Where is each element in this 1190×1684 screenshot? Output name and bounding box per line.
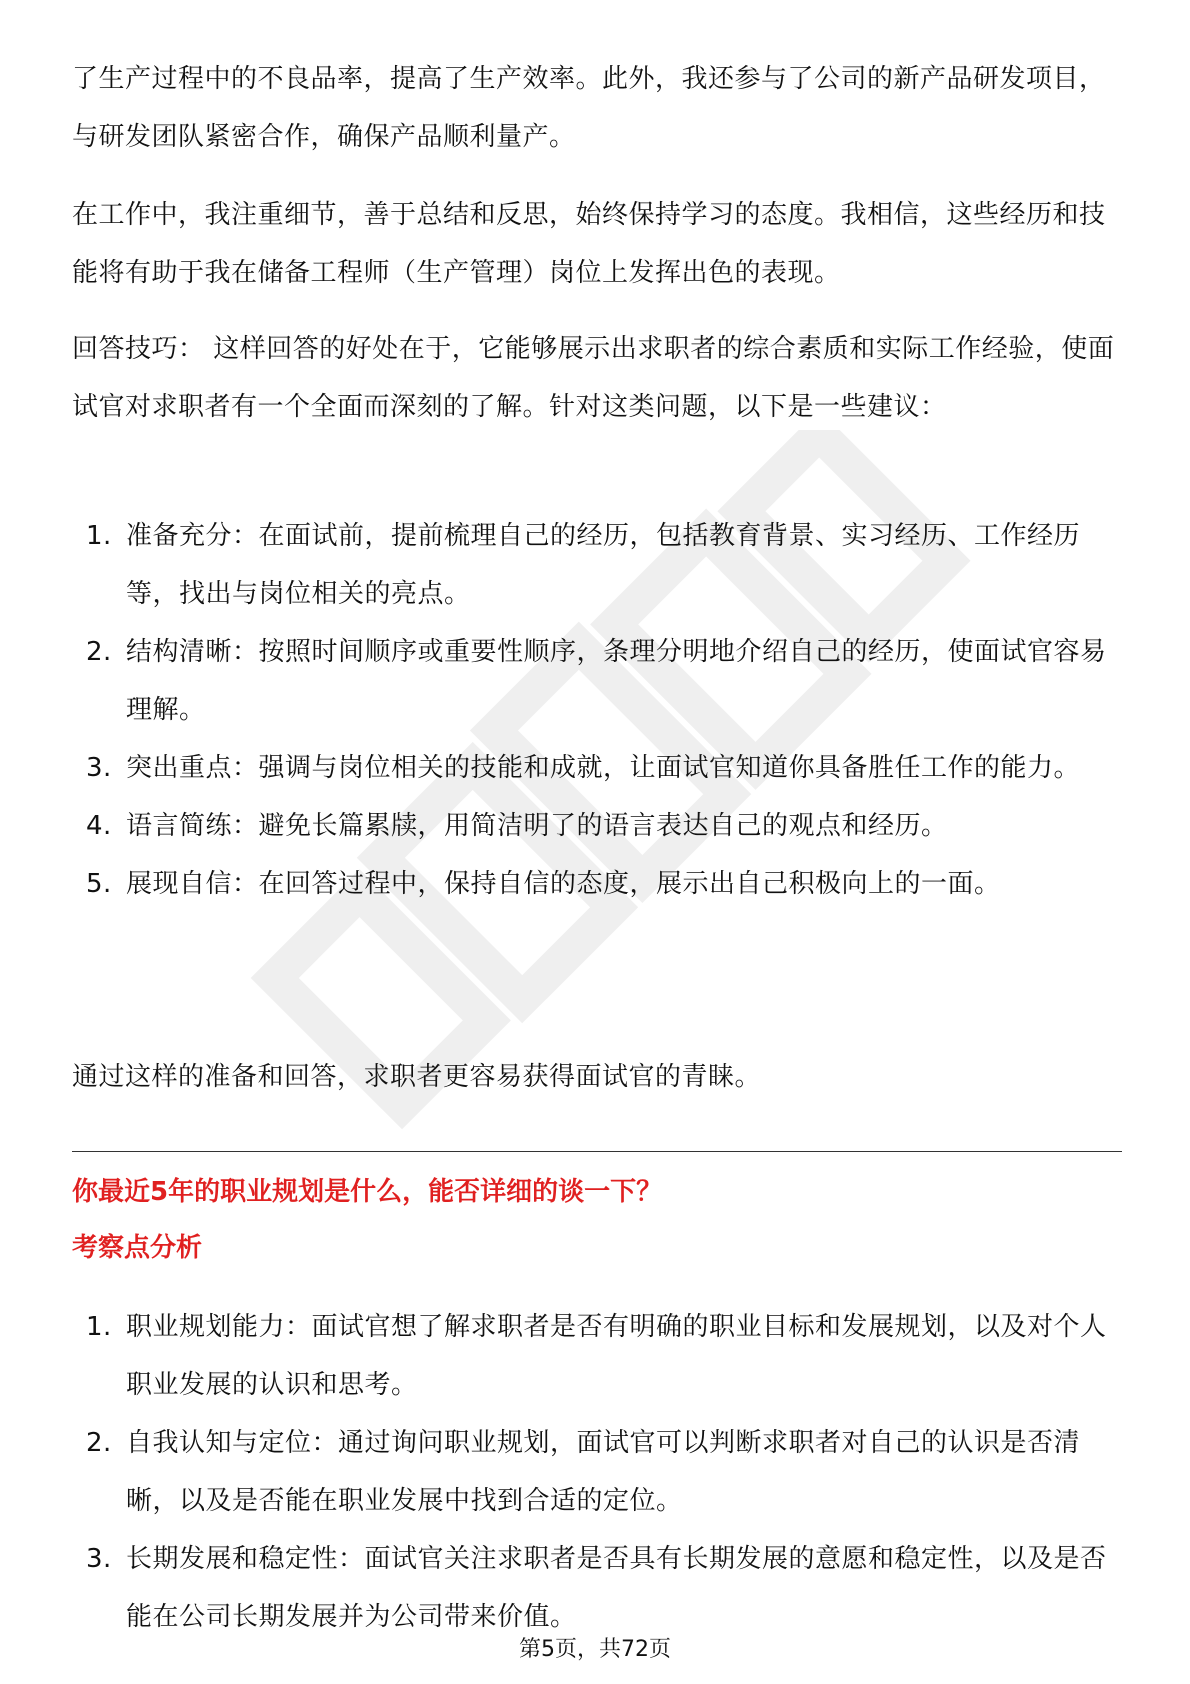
list-item-number: 4. [86,811,112,841]
list-item [72,855,1122,913]
list-item-text: 自我认知与定位：通过询问职业规划，面试官可以判断求职者对自己的认识是否清晰，以及是否能在职业发展中找到合适的定位。 [126,1428,1081,1516]
list-item-text: 准备充分：在面试前，提前梳理自己的经历，包括教育背景、实习经历、工作经历等，找出与岗位相关的亮点。 [126,521,1081,609]
list-item-text: 职业规划能力：面试官想了解求职者是否有明确的职业目标和发展规划，以及对个人职业发展的认识和思考。 [126,1312,1107,1400]
list-item [72,797,1122,855]
paragraph-work-attitude: 在工作中，我注重细节，善于总结和反思，始终保持学习的态度。我相信，这些经历和技能将有助于我在储备工程师（生产管理）岗位上发挥出色的表现。 [72,200,1106,288]
list-item [72,739,1122,797]
paragraph-conclusion: 通过这样的准备和回答，求职者更容易获得面试官的青睐。 [72,1062,762,1092]
paragraph-answer-tips: 回答技巧： 这样回答的好处在于，它能够展示出求职者的综合素质和实际工作经验，使面试官对求职者有一个全面而深刻的了解。针对这类问题，以下是一些建议： [72,334,1115,422]
list-item [72,1298,1122,1414]
tips-list [72,507,1122,913]
list-item-number: 3. [86,1544,112,1574]
list-item [72,623,1122,739]
list-item [72,1530,1122,1646]
list-item [72,507,1122,623]
list-item-text: 结构清晰：按照时间顺序或重要性顺序，条理分明地介绍自己的经历，使面试官容易理解。 [126,637,1107,725]
list-item-number: 2. [86,1428,112,1458]
paragraph-work-experience: 了生产过程中的不良品率，提高了生产效率。此外，我还参与了公司的新产品研发项目，与研发团队紧密合作，确保产品顺利量产。 [72,64,1106,152]
list-item-text: 长期发展和稳定性：面试官关注求职者是否具有长期发展的意愿和稳定性，以及是否能在公司长期发展并为公司带来价值。 [126,1544,1107,1632]
list-item-number: 3. [86,753,112,783]
list-item-number: 5. [86,869,112,899]
page-number-footer: 第5页，共72页 [519,1637,671,1662]
list-item-number: 1. [86,521,112,551]
list-item-number: 1. [86,1312,112,1342]
analysis-heading: 考察点分析 [72,1233,203,1263]
list-item [72,1414,1122,1530]
list-item-text: 突出重点：强调与岗位相关的技能和成就，让面试官知道你具备胜任工作的能力。 [126,753,1081,783]
section-divider [72,1151,1122,1152]
list-item-number: 2. [86,637,112,667]
analysis-points-list [72,1298,1122,1646]
list-item-text: 语言简练：避免长篇累牍，用简洁明了的语言表达自己的观点和经历。 [126,811,948,841]
question-title: 你最近5年的职业规划是什么，能否详细的谈一下？ [72,1177,663,1207]
list-item-text: 展现自信：在回答过程中，保持自信的态度，展示出自己积极向上的一面。 [126,869,1001,899]
